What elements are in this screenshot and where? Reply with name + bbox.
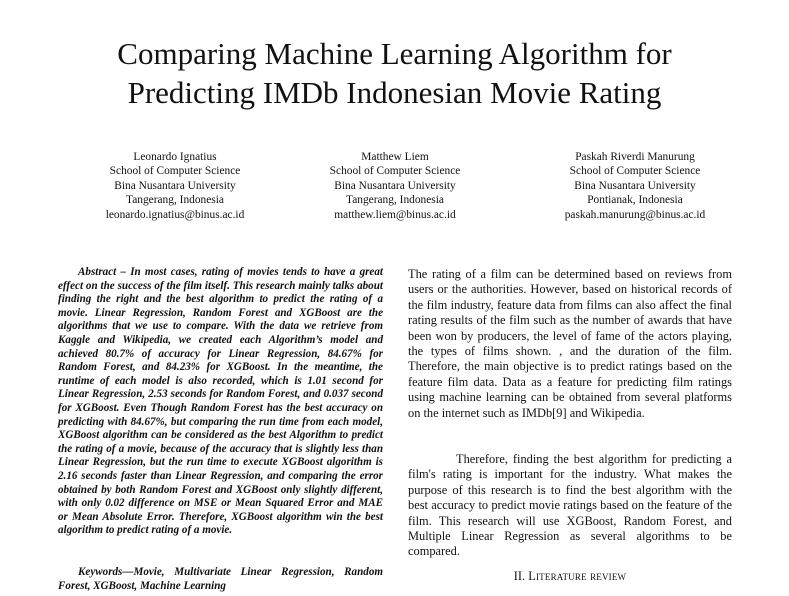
title-line-2: Predicting IMDb Indonesian Movie Rating [127, 75, 662, 110]
author-email: leonardo.ignatius@binus.ac.id [105, 208, 245, 221]
author-name: Matthew Liem [361, 151, 429, 163]
keywords-paragraph: Keywords—Movie, Multivariate Linear Regression, Random Forest, XGBoost, Machine Learning [58, 566, 383, 592]
section-number: II. [513, 569, 526, 583]
author-block-2 [280, 150, 510, 222]
section-heading [408, 569, 732, 584]
author-university: Bina Nusantara University [574, 179, 696, 192]
body-paragraph-1: The rating of a film can be determined based on reviews from users or the authorities. However, based on historical records of the film industry, feature data from films can also affect the final rating results of the film such as the number of awards that have been won by producers, the level of fame of the actors playing, the types of films shown. , and the duration of the film. Therefore, the main objective is to predict ratings based on the feature film data. Data as a feature for predicting film ratings using machine learning can be obtained from several platforms on the internet such as IMDb[9] and Wikipedia. [408, 267, 732, 420]
author-block-1 [60, 150, 290, 222]
body-paragraph-2: Therefore, finding the best algorithm for predicting a film's rating is important for the industry. What makes the purpose of this research is to find the best algorithm with the best accuracy to predict movie ratings based on the feature of the film. This research will use XGBoost, Random Forest, and Multiple Linear Regression as several algorithms to be compared. [408, 452, 732, 559]
author-university: Bina Nusantara University [334, 179, 456, 192]
author-location: Tangerang, Indonesia [126, 194, 224, 207]
author-block-3 [520, 150, 750, 222]
abstract-paragraph: Abstract – In most cases, rating of movies tends to have a great effect on the success of the film itself. This research mainly talks about finding the right and the best algorithm to predict the rating of a movie. Linear Regression, Random Forest and XGBoost are the algorithms that we use to compare. With the data we retrieve from Kaggle and Wikipedia, we created each Algorithm’s model and achieved 80.7% of accuracy for Linear Regression, 84.67% for Random Forest, and 84.23% for XGBoost. In the meantime, the runtime of each model is also recorded, which is 1.01 second for Linear Regression, 2.53 seconds for Random Forest, and 0.037 second for XGBoost. Even Though Random Forest has the best accuracy on predicting with 84.67%, but comparing the run time from each model, XGBoost algorithm can be considered as the best Algorithm to predict the rating of a movie, because of the accuracy that is slightly less than Linear Regression, but the run time to execute XGBoost algorithm is 2.16 seconds faster than Linear Regression, and comparing the error obtained by both Random Forest and XGBoost only slightly different, with only 0.02 difference on MSE or Mean Squared Error and MAE or Mean Absolute Error. Therefore, XGBoost algorithm win the best algorithm to predict rating of a movie. [58, 266, 383, 537]
author-department: School of Computer Science [109, 165, 241, 178]
section-title: Literature review [528, 569, 627, 583]
author-name: Leonardo Ignatius [133, 151, 217, 163]
author-department: School of Computer Science [569, 165, 701, 178]
author-location: Tangerang, Indonesia [346, 194, 444, 207]
author-email: paskah.manurung@binus.ac.id [564, 208, 706, 221]
title-line-1: Comparing Machine Learning Algorithm for [117, 36, 672, 71]
author-university: Bina Nusantara University [114, 179, 236, 192]
author-location: Pontianak, Indonesia [587, 194, 683, 207]
author-name: Paskah Riverdi Manurung [575, 151, 695, 163]
author-department: School of Computer Science [329, 165, 461, 178]
paper-title [40, 34, 749, 112]
author-email: matthew.liem@binus.ac.id [334, 208, 456, 221]
